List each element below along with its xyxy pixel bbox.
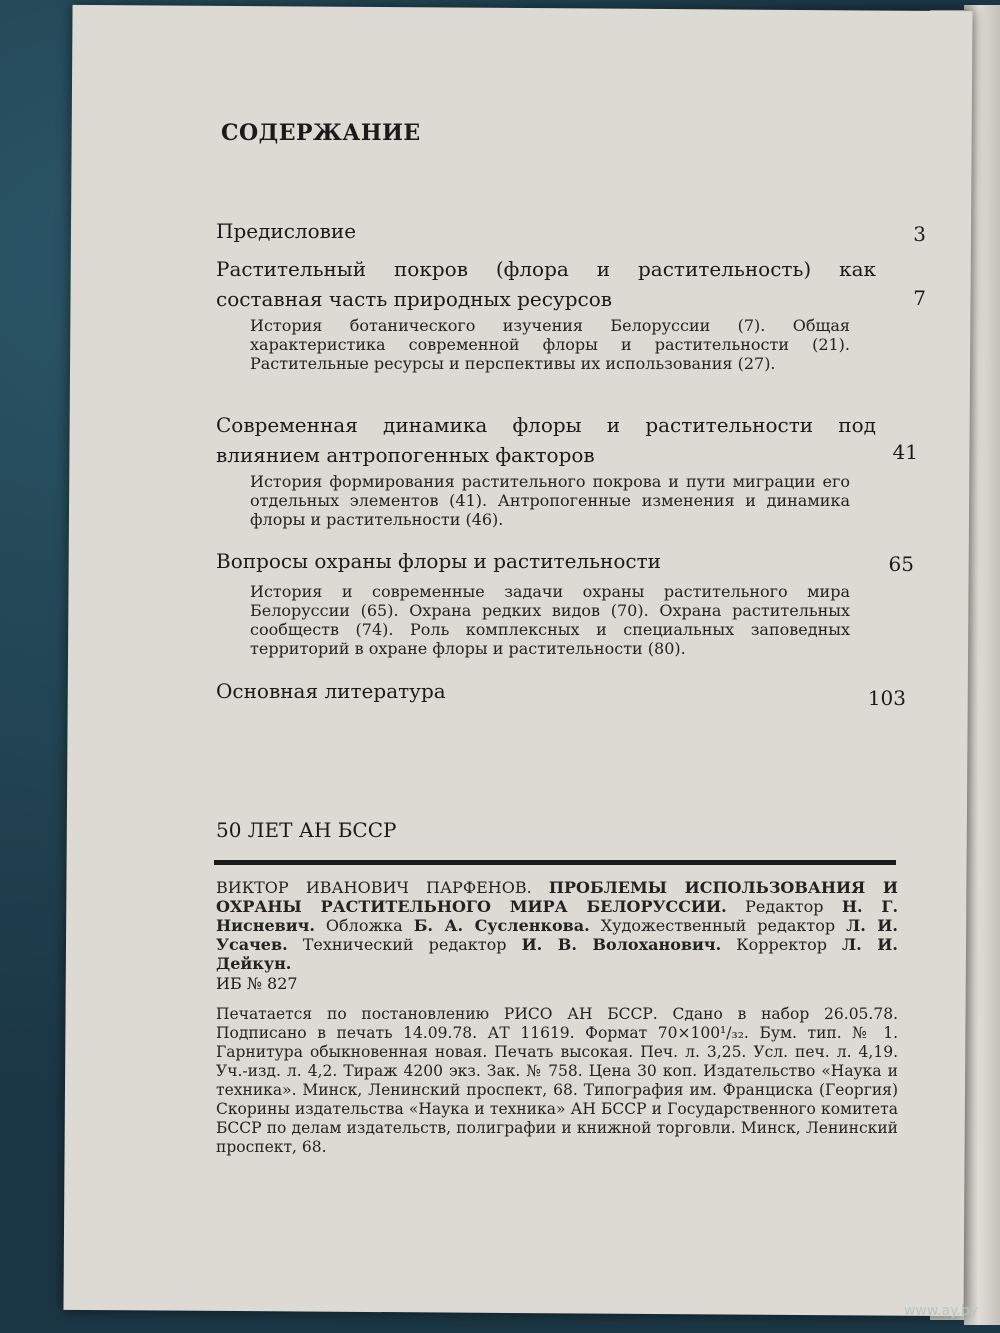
toc-entry-title: Предисловие <box>216 219 357 243</box>
toc-entry-title: Основная литература <box>216 679 446 703</box>
printing-details: Печатается по постановлению РИСО АН БССР. Сдано в набор 26.05.78. Подписано в печать 14.09.78. АТ 11619. Формат 70×100¹/₃₂. Бум. тип. № 1. Гарнитура обыкновенная новая. Печать высокая. Печ. л. 3,25. Усл. печ. л. 4,19. Уч.-изд. л. 4,2. Тираж 4200 экз. Зак. № 758. Цена 30 коп. Издательство «Наука и техника». Минск, Ленинский проспект, 68. Типография им. Франциска (Георгия) Скорины издательства «Наука и техника» АН БССР и Государственного комитета БССР по делам издательств, полиграфии и книжной торговли. Минск, Ленинский проспект, 68. <box>216 1005 898 1156</box>
editor-label: Редактор <box>745 897 824 916</box>
toc-entry-preface <box>216 216 876 246</box>
cover-name: Б. А. Сусленкова. <box>413 916 590 935</box>
toc-page-number: 65 <box>888 552 914 576</box>
art-editor-label: Художественный редактор <box>600 916 836 935</box>
corrector-label: Корректор <box>736 935 827 954</box>
toc-entry-title: Растительный покров (флора и растительность) как <box>216 257 876 281</box>
divider-rule <box>214 860 896 865</box>
toc-subentries: История и современные задачи охраны растительного мира Белоруссии (65). Охрана редких видов (70). Охрана растительных сообществ (74). Роль комплексных и специальных заповедных территорий в охране флоры и растительности (80). <box>250 582 850 658</box>
watermark: www.ay.by <box>903 1303 978 1319</box>
toc-page-number: 3 <box>913 222 926 246</box>
editor-name: Н. Г. Нисневич. <box>216 897 899 935</box>
toc-entry-title: Современная динамика флоры и растительности под <box>216 413 876 437</box>
toc-entry-vegetation-cover <box>216 254 876 314</box>
toc-page-number: 7 <box>913 286 926 310</box>
corrector-name: Л. И. Дейкун. <box>216 935 898 973</box>
toc-entry-title: составная часть природных ресурсов <box>216 287 612 311</box>
imprint <box>216 878 898 973</box>
toc-subentries: История ботанического изучения Белоруссии (7). Общая характеристика современной флоры и растительности (21). Растительные ресурсы и перспективы их использования (27). <box>250 316 850 373</box>
toc-entry-title: Вопросы охраны флоры и растительности <box>216 549 661 573</box>
art-editor-name: Л. И. Усачев. <box>216 916 898 954</box>
tech-editor-name: И. В. Волоханович. <box>521 935 722 954</box>
toc-page-number: 41 <box>892 440 918 464</box>
author: ВИКТОР ИВАНОВИЧ ПАРФЕНОВ. <box>216 878 532 897</box>
series-title: 50 ЛЕТ АН БССР <box>216 818 397 842</box>
toc-title: СОДЕРЖАНИЕ <box>221 120 421 146</box>
toc-entry-dynamics <box>216 410 876 470</box>
toc-subentries: История формирования растительного покрова и пути миграции его отдельных элементов (41). Антропогенные изменения и динамика флоры и растительности (46). <box>250 472 850 529</box>
cover-label: Обложка <box>325 916 403 935</box>
toc-entry-title: влиянием антропогенных факторов <box>216 443 595 467</box>
toc-entry-literature <box>216 676 876 706</box>
book-title: ПРОБЛЕМЫ ИСПОЛЬЗОВАНИЯ И ОХРАНЫ РАСТИТЕЛЬНОГО МИРА БЕЛОРУССИИ. <box>216 878 898 916</box>
ib-number: ИБ № 827 <box>216 974 298 993</box>
toc-entry-protection <box>216 546 876 576</box>
toc-page-number: 103 <box>867 686 906 710</box>
tech-editor-label: Технический редактор <box>302 935 507 954</box>
